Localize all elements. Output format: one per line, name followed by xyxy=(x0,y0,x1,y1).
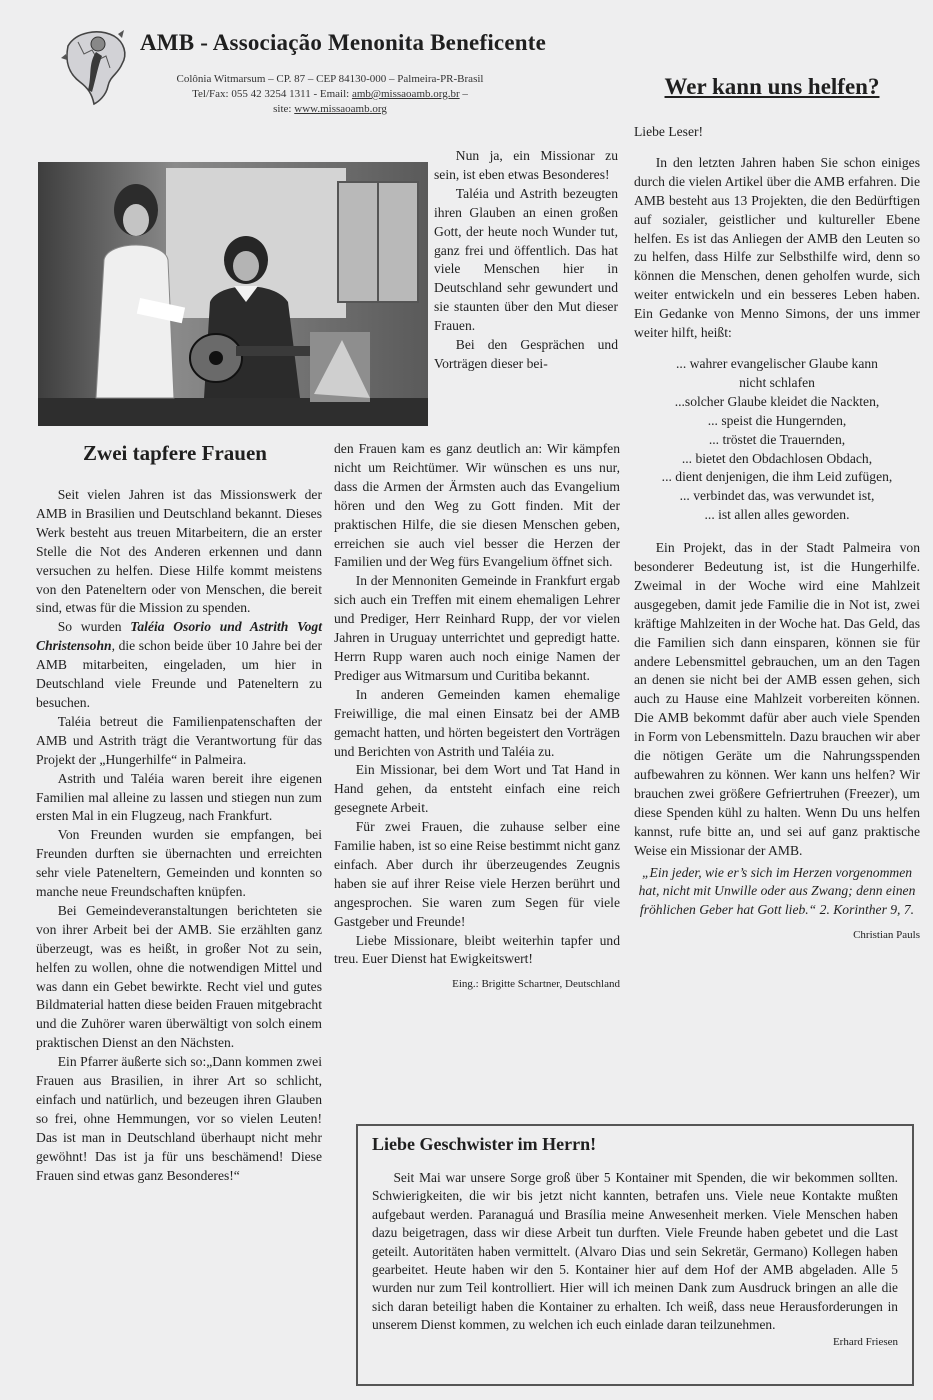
paragraph: In den letzten Jahren haben Sie schon einiges durch die vielen Artikel über die AMB erfahren. Die AMB besteht aus 13 Projekten, die den Bedürftigen auf sozialer, geistlicher und kultureller Ebene helfen. Es ist das Anliegen der AMB den Leuten so zu helfen, dass Hilfe zur Selbsthilfe wird, denn so können die Menschen, denen geholfen wurde, sich weiter entwickeln und ein besseres Leben haben. Ein Gedanke von Menno Simons, der uns immer weiter hilft, heißt: xyxy=(634,154,920,341)
two-women-photo xyxy=(38,162,428,426)
paragraph: Nun ja, ein Missionar zu sein, ist eben etwas Besonderes! xyxy=(434,148,618,182)
paragraph: Von Freunden wurden sie empfangen, bei Freunden durften sie übernachten und erreichten sehr viele Pateneltern, Gemeinden und konnten so manche neue Freundschaften knüpfen. xyxy=(36,827,322,900)
paragraph-names: So wurden Taléia Osorio und Astrith Vogt Christensohn, die schon beide über 10 Jahre bei der AMB mitarbeiten, eingeladen, um hier in Deutschland viele Freunde und Pateneltern zu besuchen. xyxy=(36,619,322,710)
amb-globe-logo-icon xyxy=(58,24,130,108)
help-article-title: Wer kann uns helfen? xyxy=(664,74,880,99)
paragraph: In der Mennoniten Gemeinde in Frankfurt ergab sich auch ein Treffen mit einem ehemaligen Lehrer und Prediger, Herr Reinhard Rupp, der vor vielen Jahren in Uruguay unterrichtet und gepredigt hatte. Herrn Rupp waren auch noch einige Namen der Prediger aus Witmarsum und Curitiba bekannt. xyxy=(334,573,620,683)
names-highlight: Taléia Osorio und Astrith Vogt Christensohn xyxy=(36,619,322,654)
letter-box xyxy=(356,1124,914,1386)
greeting: Liebe Leser! xyxy=(634,124,704,139)
main-article-signature: Eing.: Brigitte Schartner, Deutschland xyxy=(452,978,620,991)
paragraph: Liebe Missionare, bleibt weiterhin tapfer und treu. Euer Dienst hat Ewigkeitswert! xyxy=(334,932,620,967)
contact-info xyxy=(140,72,520,117)
bible-quote: „Ein jeder, wie er’s sich im Herzen vorgenommen hat, nicht mit Unwille oder aus Zwang; denn einen fröhlichen Geber hat Gott lieb.“ 2. Korinther 9, 7. xyxy=(638,864,916,918)
paragraph: Astrith und Taléia waren bereit ihre eigenen Familien mal alleine zu lassen und stiegen nun zum ersten Mal in ein Flugzeug, nach Frankfurt. xyxy=(36,770,322,824)
paragraph: Seit vielen Jahren ist das Missionswerk der AMB in Brasilien und Deutschland bekannt. Dieses Werk besteht aus treuen Mitarbeitern, die an erster Stelle die Not des Anderen erkennen und dann versuchen zu helfen. Diese Hilfe kommt meistens von den Pateneltern oder von Menschen, die bereit sind, etwas für die Mission zu spenden. xyxy=(36,487,322,616)
main-article-col1 xyxy=(36,486,322,1186)
paragraph: Ein Projekt, das in der Stadt Palmeira von besonderer Bedeutung ist, ist die Hungerhilfe. Zweimal in der Woche wird eine Mahlzeit ausgegeben, damit jede Familie die in Not ist, zwei kräftige Mahlzeiten in der Woche hat. Das Geld, das die Familien sich dann einsparen, können sie für andere Lebensmittel gebrauchen, um an den Tagen an denen sie nicht bei der AMB essen gehen, sich auch zu Hause eine Mahlzeit vorbereiten können. Die AMB bekommt dafür aber auch viele Spenden in Form von Lebensmitteln. Dazu brauchen wir aber die nötigen Geräte um die Nahrungsspenden aufbewahren zu können. Wer kann uns helfen? Wir brauchen zwei größere Gefriertruhen (Freezer), um diese Spenden kühl zu halten. Wenn Du uns helfen kannst, rufe bitte an, und sei auf ganz praktische Weise ein Missionar der AMB. xyxy=(634,540,920,858)
email-link[interactable]: amb@missaoamb.org.br xyxy=(351,88,460,100)
letter-box-title: Liebe Geschwister im Herrn! xyxy=(372,1134,597,1154)
paragraph: Ein Missionar, bei dem Wort und Tat Hand in Hand gehen, da entsteht einfach eine reich gesegnete Arbeit. xyxy=(334,762,620,816)
help-article-signature: Christian Pauls xyxy=(853,929,920,942)
phone-email-line: Tel/Fax: 055 42 3254 1311 - Email: amb@missaoamb.org.br – xyxy=(192,88,468,100)
paragraph: Taléia betreut die Familienpatenschaften der AMB und Astrith trägt die Verantwortung für das Projekt der „Hungerhilfe“ in Palmeira. xyxy=(36,713,322,767)
help-article-col xyxy=(634,123,920,945)
paragraph: den Frauen kam es ganz deutlich an: Wir kämpfen nicht um Reichtümer. Wir wünschen es uns nur, dass die Armen der Ärmsten auch das Evangelium hören und den Weg zu Gott finden. Mit der praktischen Hilfe, die sie diesen Menschen geben, erreichen sie auch viel besser die Herzen der Familien und der Weg fürs Evangelium öffnet sich. xyxy=(334,441,620,570)
site-line: site: www.missaoamb.org xyxy=(273,103,387,115)
site-link[interactable]: www.missaoamb.org xyxy=(294,103,387,115)
paragraph: Für zwei Frauen, die zuhause selber eine Familie haben, ist so eine Reise bestimmt nicht ganz einfach. Aber durch ihr überzeugendes Zeugnis haben sie auf ihrer Reise viele Herzen berührt und angesprochen. Sie waren zum Segen für viele Gastgeber und Freunde! xyxy=(334,819,620,929)
menno-simons-quote: ... wahrer evangelischer Glaube kann nicht schlafen ...solcher Glaube kleidet die Nackten, ... speist die Hungernden, ... tröstet die Trauernden, ... bietet den Obdachlosen Obdach, ... dient denjenigen, die ihm Leid zufügen, ... verbindet das, was verwundet ist, ... ist allen alles geworden. xyxy=(661,355,893,523)
paragraph: In anderen Gemeinden kamen ehemalige Freiwillige, die mal einen Einsatz bei der AMB gemacht hatten, und hörten begeistert den Vorträgen und Berichten von Astrith und Taléia zu. xyxy=(334,686,620,759)
paragraph: Bei Gemeindeveranstaltungen berichteten sie von ihrer Arbeit bei der AMB. Sie erzählten ganz überzeugt, was es heißt, in großer Not zu sein, helfen zu wollen, ohne die notwendigen Mittel und was dann ein Gebet bewirkte. Recht viel und gutes Bildmaterial hatten diese beiden Frauen mitgebracht und die Zuhörer waren überwältigt von solch einem praktischen Dienst an den Nächsten. xyxy=(36,902,322,1051)
main-article-title: Zwei tapfere Frauen xyxy=(83,441,267,465)
address-line: Colônia Witmarsum – CP. 87 – CEP 84130-000 – Palmeira-PR-Brasil xyxy=(176,73,484,85)
paragraph: Taléia und Astrith bezeugten ihren Glauben an einen großen Gott, der heute noch Wunder tut, ganz frei und öffentlich. Das hat viele Menschen hier in Deutschland sehr gewundert und sie staunten über den Mut dieser Frauen. xyxy=(434,185,618,334)
letter-box-text: Seit Mai war unsere Sorge groß über 5 Kontainer mit Spenden, die wir bekommen sollten. Schwierigkeiten, die wir bis jetzt nicht kannten, betrafen uns. Viele neue Kontakte mußten aufgebaut werden. Paranaguá und Brasília meine Anwesenheit merken. Viele Menschen haben dazu beigetragen, dass wir diese Arbeit tun durften. Viele Freunde haben gebetet und die Last geteilt. Autoritäten haben vermittelt. (Alvaro Dias und sein Sekretär, Germano) Kollegen haben gearbeitet. Heute haben wir den 5. Kontainer hier auf dem Hof der AMB abgeladen. Alle 5 wurden nur zum Teil kontrolliert. Hier will ich meinen Dank zum Ausdruck bringen an alle die sich daran beteiligt haben die Kontainer zu erhalten. Ich weiß, dass neue Herausforderungen in unserem Dienst kommen, zu welchen ich euch einlade daran teilzunehmen. xyxy=(372,1170,898,1333)
letter-box-signature: Erhard Friesen xyxy=(832,1335,898,1348)
main-article-col2-bottom xyxy=(334,440,620,994)
org-title: AMB - Associação Menonita Beneficente xyxy=(140,30,546,55)
paragraph: Bei den Gesprächen und Vorträgen dieser bei- xyxy=(434,337,618,371)
paragraph: Ein Pfarrer äußerte sich so:„Dann kommen zwei Frauen aus Brasilien, in ihrer Art so schlicht, einfach und natürlich, und bezeugen ihren Glauben so frei, ohne Hemmungen, vor so vielen Leuten! Das ist man in Deutschland überhaupt nicht mehr gewöhnt! Das ist ja für uns beschämend! Diese Frauen sind etwas ganz Besonderes!“ xyxy=(36,1054,322,1183)
main-article-col2-top xyxy=(434,147,618,374)
